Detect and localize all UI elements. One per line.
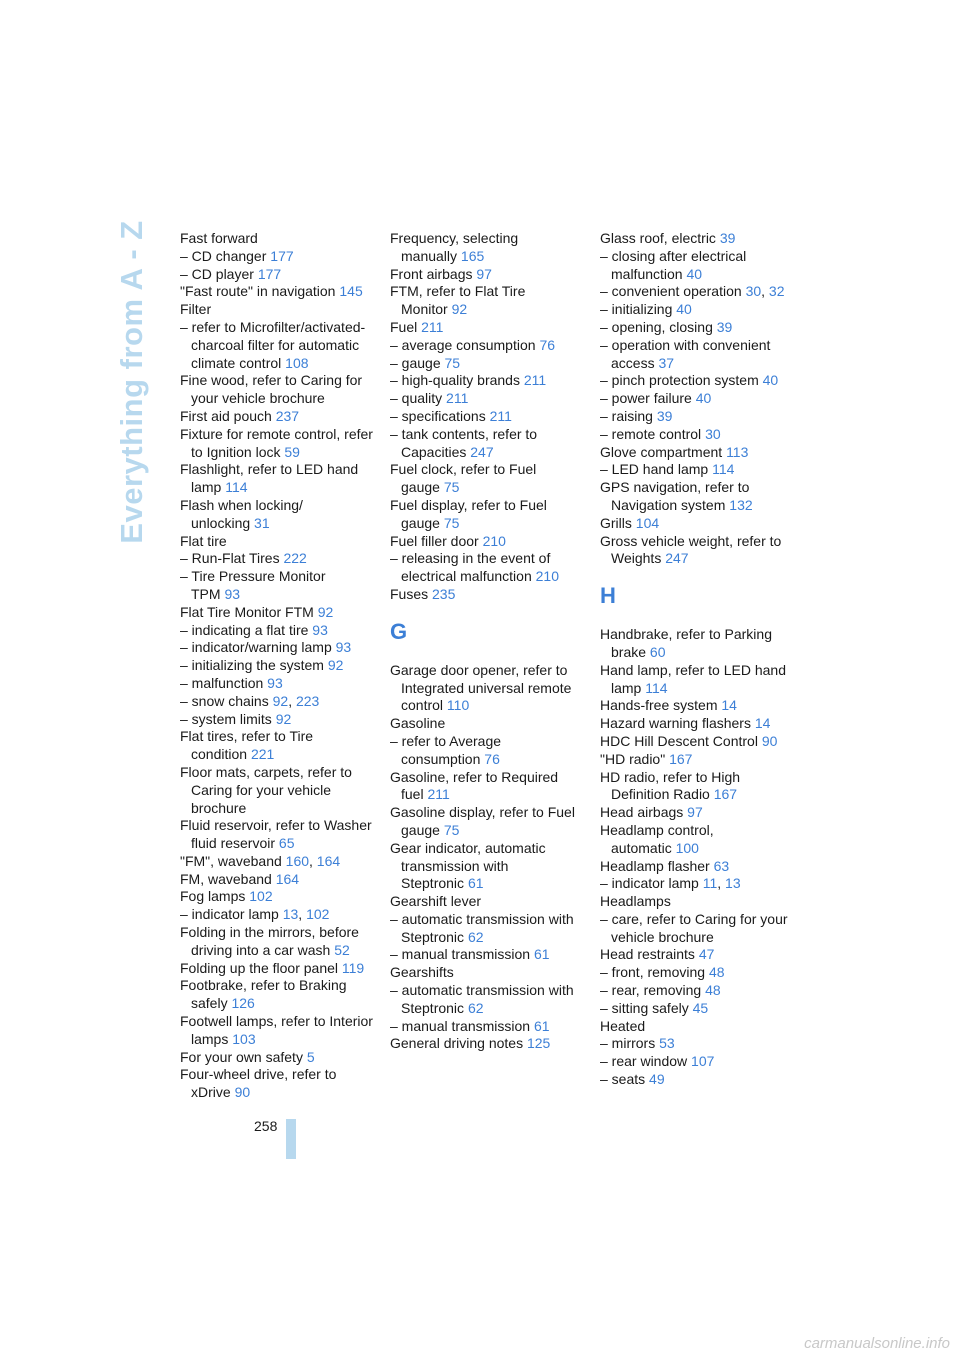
page-reference-link[interactable]: 53 <box>659 1035 675 1052</box>
index-entry <box>390 283 588 319</box>
page-reference-link[interactable]: 211 <box>446 390 469 407</box>
index-entry-text: Headlamps <box>600 893 671 910</box>
index-entry-text: Hands-free system <box>600 697 718 714</box>
index-entry <box>390 372 588 390</box>
page-reference-link[interactable]: 119 <box>341 959 365 976</box>
index-entry-text: "HD radio" <box>600 750 666 767</box>
index-entry-text: HDC Hill Descent Control <box>600 732 758 749</box>
index-entry-text: – Run-Flat Tires <box>180 550 280 567</box>
index-entry-text: – refer to Average consumption <box>390 732 502 767</box>
index-entry-text: – manual transmission <box>390 1017 531 1034</box>
index-entry <box>390 911 588 947</box>
index-entry <box>390 982 588 1018</box>
page-reference-link[interactable]: 125 <box>526 1035 551 1052</box>
index-entry-text: Gasoline <box>390 715 446 732</box>
page-number: 258 <box>254 1118 278 1134</box>
index-entry <box>180 657 378 675</box>
page-reference-link[interactable]: 114 <box>225 479 248 496</box>
page-reference-link[interactable]: 100 <box>675 839 699 856</box>
index-entry-text: – sitting safely <box>600 999 689 1016</box>
page-reference-link[interactable]: 49 <box>649 1071 665 1088</box>
index-entry-text: Footbrake, refer to Braking safely <box>180 977 347 1012</box>
page-reference-link[interactable]: 59 <box>284 443 300 460</box>
index-entry <box>390 390 588 408</box>
page-reference-link[interactable]: 30 <box>705 425 721 442</box>
page-reference-link[interactable]: 167 <box>669 750 693 767</box>
index-entry-text: Head restraints <box>600 946 695 963</box>
index-entry-text: – system limits <box>180 710 272 727</box>
page-reference-link[interactable]: 48 <box>705 982 721 999</box>
page-reference-link[interactable]: 31 <box>254 514 270 531</box>
page-reference-link[interactable]: 47 <box>698 946 715 963</box>
index-entry <box>600 769 798 805</box>
index-entry <box>390 840 588 893</box>
page-reference-link[interactable]: 14 <box>721 697 737 714</box>
index-entry-text: Four-wheel drive, refer to xDrive <box>180 1066 337 1101</box>
index-entry <box>600 804 798 822</box>
page-reference-link[interactable]: 145 <box>339 283 363 300</box>
index-entry <box>600 715 798 733</box>
index-entry <box>390 533 588 551</box>
index-entry <box>390 266 588 284</box>
index-entry-text: Headlamp flasher <box>600 857 710 874</box>
index-entry-text: – power failure <box>600 390 692 407</box>
index-entry <box>600 626 798 662</box>
index-entry-text: Fast forward <box>180 230 258 246</box>
index-entry-text: – indicator lamp <box>180 906 279 923</box>
index-entry-text: General driving notes <box>390 1035 524 1052</box>
index-entry <box>600 964 798 982</box>
index-entry <box>180 871 378 889</box>
index-entry-text: Fog lamps <box>180 888 246 905</box>
page-reference-link[interactable]: 92 <box>327 657 344 674</box>
index-entry <box>600 515 798 533</box>
index-entry-text: – operation with convenient access <box>600 336 771 371</box>
index-entry <box>390 550 588 586</box>
index-entry <box>600 911 798 947</box>
index-column-1 <box>180 230 378 1102</box>
page-reference-link[interactable]: 13 <box>725 875 741 892</box>
page-reference-link[interactable]: 211 <box>523 372 547 389</box>
page-reference-link[interactable]: 37 <box>658 354 675 371</box>
page-reference-link[interactable]: 247 <box>665 550 689 567</box>
index-entry <box>600 662 798 698</box>
index-entry <box>390 319 588 337</box>
index-entry-text: – LED hand lamp <box>600 461 709 478</box>
index-entry <box>600 372 798 390</box>
page-reference-link[interactable]: 93 <box>335 639 352 656</box>
index-entry <box>180 817 378 853</box>
page-reference-link[interactable]: 92 <box>272 692 289 709</box>
index-entry-text: Flashlight, refer to LED hand lamp <box>180 461 359 496</box>
index-entry <box>180 622 378 640</box>
page-reference-link[interactable]: 114 <box>645 679 668 696</box>
index-entry-text: Hazard warning flashers <box>600 715 751 732</box>
index-entry-text: Head airbags <box>600 804 684 821</box>
index-entry <box>390 662 588 715</box>
index-entry <box>600 248 798 284</box>
index-entry-text: Handbrake, refer to Parking brake <box>600 626 772 660</box>
page-reference-link[interactable]: 167 <box>713 786 738 803</box>
index-entry-text: FM, waveband <box>180 870 272 887</box>
page-reference-link[interactable]: 76 <box>539 336 556 353</box>
index-entry <box>600 1000 798 1018</box>
watermark: carmanualsonline.info <box>804 1335 950 1352</box>
index-entry <box>600 408 798 426</box>
index-entry-text: – CD changer <box>180 247 267 264</box>
index-entry-text: – rear window <box>600 1053 688 1070</box>
index-entry: – indicator lamp 13, 102 <box>180 906 330 923</box>
index-entry <box>600 893 798 911</box>
index-entry: – convenient operation 30, 32 <box>600 283 785 300</box>
index-entry-text: Folding in the mirrors, before driving into a car wash <box>180 924 359 958</box>
page-reference-link[interactable]: 126 <box>231 995 255 1012</box>
index-entry-text: – automatic transmission with Steptronic <box>390 910 574 945</box>
page-reference-link[interactable]: 75 <box>443 479 460 496</box>
page-reference-link[interactable]: 76 <box>484 750 500 767</box>
index-entry-text: Fluid reservoir, refer to Washer fluid reservoir <box>180 817 372 852</box>
index-entry <box>180 248 378 266</box>
page-reference-link[interactable]: 40 <box>686 265 703 282</box>
index-entry-text: Front airbags <box>390 265 473 282</box>
index-entry-text: – quality <box>390 390 443 407</box>
index-entry <box>600 337 798 373</box>
index-entry <box>180 301 378 319</box>
index-entry-text: – rear, removing <box>600 982 702 999</box>
side-title <box>114 220 149 544</box>
index-entry <box>390 964 588 982</box>
page-reference-link[interactable]: 223 <box>295 692 320 709</box>
index-entry-text: – CD player <box>180 265 254 282</box>
index-entry-text: "Fast route" in navigation <box>180 283 336 300</box>
index-entry-text: – indicator/warning lamp <box>180 639 332 656</box>
index-entry <box>600 533 798 569</box>
index-entry <box>600 733 798 751</box>
index-entry-text: Floor mats, carpets, refer to Caring for your vehicle brochure <box>180 763 352 816</box>
index-entry-text: Folding up the floor panel <box>180 959 338 976</box>
index-entry <box>180 497 378 533</box>
index-entry-text: Fuel display, refer to Fuel gauge <box>390 496 547 531</box>
page-reference-link[interactable]: 113 <box>726 443 749 460</box>
index-entry-text: Gearshift lever <box>390 893 482 910</box>
index-entry <box>600 301 798 319</box>
index-entry-text: Fixture for remote control, refer to Ignition lock <box>180 425 373 460</box>
page-reference-link[interactable]: 211 <box>489 407 512 424</box>
index-entry-text: – specifications <box>390 407 486 424</box>
index-entry-text: – releasing in the event of electrical malfunction <box>390 550 551 585</box>
index-entry-text: GPS navigation, refer to Navigation system <box>600 479 750 513</box>
index-entry <box>180 675 378 693</box>
index-entry <box>180 408 378 426</box>
index-entry <box>600 426 798 444</box>
page-reference-link[interactable]: 5 <box>306 1048 315 1065</box>
index-entry: – indicator lamp 11, 13 <box>600 875 741 892</box>
page-reference-link[interactable]: 40 <box>695 390 712 407</box>
index-entry <box>180 728 378 764</box>
index-column-2 <box>390 230 588 1053</box>
section-letter-h: H <box>600 583 616 609</box>
index-entry <box>180 283 378 301</box>
page-reference-link[interactable]: 177 <box>257 265 282 282</box>
page-reference-link[interactable]: 102 <box>249 888 273 905</box>
index-entry-text: – opening, closing <box>600 318 713 335</box>
page-reference-link[interactable]: 45 <box>692 999 709 1016</box>
index-entry-text: Flat Tire Monitor FTM <box>180 603 314 620</box>
index-entry-text: – pinch protection system <box>600 372 759 389</box>
page-reference-link[interactable]: 61 <box>533 946 550 963</box>
index-entry <box>390 715 588 733</box>
index-entry <box>600 444 798 462</box>
index-entry <box>600 1071 798 1089</box>
page-reference-link[interactable]: 164 <box>275 870 300 887</box>
page-reference-link[interactable]: 132 <box>729 496 753 513</box>
page-reference-link[interactable]: 237 <box>275 407 300 424</box>
index-entry <box>180 266 378 284</box>
index-entry <box>180 977 378 1013</box>
page-reference-link[interactable]: 160 <box>285 852 310 869</box>
index-entry-text: Flat tires, refer to Tire condition <box>180 728 314 763</box>
index-entry-text: Filter <box>180 301 212 318</box>
index-entry-text: – raising <box>600 407 653 424</box>
index-entry-text: – seats <box>600 1071 646 1088</box>
index-entry <box>390 1018 588 1036</box>
index-entry-text: – convenient operation <box>600 283 742 300</box>
page-reference-link[interactable]: 75 <box>443 821 460 838</box>
page-reference-link[interactable]: 107 <box>691 1053 715 1070</box>
index-entry-text: – automatic transmission with Steptronic <box>390 982 574 1016</box>
index-entry-text: Frequency, selecting manually <box>390 230 519 264</box>
page-reference-link[interactable]: 110 <box>446 697 470 714</box>
page-reference-link[interactable]: 90 <box>234 1084 251 1101</box>
page-reference-link[interactable]: 222 <box>283 550 307 567</box>
index-entry-text: Gearshifts <box>390 964 454 981</box>
index-entry <box>390 946 588 964</box>
index-entry <box>390 733 588 769</box>
index-entry <box>180 372 378 408</box>
index-entry <box>180 1049 378 1067</box>
index-entry <box>600 858 798 876</box>
index-entry <box>390 230 588 266</box>
index-entry-text: Footwell lamps, refer to Interior lamps <box>180 1013 373 1047</box>
section-letter-g: G <box>390 618 408 644</box>
page-reference-link[interactable]: 93 <box>312 621 328 638</box>
page-reference-link[interactable]: 114 <box>712 461 735 478</box>
page-reference-link[interactable]: 75 <box>444 354 461 371</box>
index-entry-text: – initializing <box>600 301 673 318</box>
index-entry-text: – remote control <box>600 425 702 442</box>
index-entry-text: Gross vehicle weight, refer to Weights <box>600 532 782 567</box>
index-entry <box>390 497 588 533</box>
index-entry-text: Flash when locking/ unlocking <box>180 496 303 531</box>
index-entry <box>390 426 588 462</box>
index-entry <box>180 888 378 906</box>
index-entry-text: – closing after electrical malfunction <box>600 247 747 282</box>
index-entry-text: Fuel filler door <box>390 532 479 549</box>
page-reference-link[interactable]: 165 <box>460 247 485 264</box>
page-reference-link[interactable]: 177 <box>270 247 294 264</box>
index-entry: – snow chains 92, 223 <box>180 692 320 709</box>
index-entry <box>390 769 588 805</box>
index-entry-text: – high-quality brands <box>390 372 520 389</box>
index-entry-text: – manual transmission <box>390 946 531 963</box>
page-reference-link[interactable]: 11 <box>702 875 718 892</box>
index-entry <box>600 1053 798 1071</box>
index-entry-text: Fuel <box>390 318 418 335</box>
page-reference-link[interactable]: 48 <box>708 964 725 981</box>
page-reference-link[interactable]: 102 <box>306 906 330 923</box>
page-reference-link[interactable]: 210 <box>535 568 559 585</box>
index-entry <box>600 1018 798 1036</box>
page-number-bar <box>286 1119 296 1159</box>
index-entry <box>600 230 798 248</box>
index-entry <box>390 408 588 426</box>
side-title-text: Everything from A - Z <box>114 220 149 544</box>
page-reference-link[interactable]: 32 <box>768 283 785 300</box>
index-entry-text: "FM", waveband <box>180 852 282 869</box>
index-entry <box>390 461 588 497</box>
page-reference-link[interactable]: 61 <box>533 1017 550 1034</box>
page-reference-link[interactable]: 62 <box>467 999 484 1016</box>
index-entry <box>180 1066 378 1102</box>
index-entry <box>180 533 378 551</box>
page-reference-link[interactable]: 97 <box>687 804 703 821</box>
index-entry <box>180 550 378 568</box>
index-entry <box>180 426 378 462</box>
index-entry <box>600 822 798 858</box>
index-entry: "FM", waveband 160, 164 <box>180 852 341 869</box>
page-reference-link[interactable]: 210 <box>482 532 506 549</box>
page-reference-link[interactable]: 14 <box>754 715 771 732</box>
index-entry-text: – tank contents, refer to Capacities <box>390 425 538 460</box>
index-entry-text: Glass roof, electric <box>600 230 716 246</box>
index-entry <box>600 461 798 479</box>
index-entry-text: – care, refer to Caring for your vehicle brochure <box>600 910 788 945</box>
page-reference-link[interactable]: 97 <box>476 265 492 282</box>
index-entry-text: – snow chains <box>180 692 269 709</box>
index-entry <box>600 479 798 515</box>
index-entry <box>180 1013 378 1049</box>
index-entry <box>390 337 588 355</box>
index-entry <box>600 390 798 408</box>
page-reference-link[interactable]: 63 <box>713 857 730 874</box>
index-entry-text: – indicating a flat tire <box>180 621 309 638</box>
page-reference-link[interactable]: 103 <box>232 1030 256 1047</box>
index-entry-text: Fuel clock, refer to Fuel gauge <box>390 461 537 496</box>
page-reference-link[interactable]: 40 <box>676 301 692 318</box>
index-entry-text: Hand lamp, refer to LED hand lamp <box>600 661 786 696</box>
page-reference-link[interactable]: 65 <box>278 835 295 852</box>
page-reference-link[interactable]: 61 <box>467 875 484 892</box>
index-entry <box>180 319 378 372</box>
index-entry <box>600 1035 798 1053</box>
index-entry-text: – mirrors <box>600 1035 656 1052</box>
page-reference-link[interactable]: 30 <box>745 283 762 300</box>
index-entry <box>180 604 378 622</box>
index-entry <box>600 697 798 715</box>
page-reference-link[interactable]: 75 <box>443 514 460 531</box>
index-entry-text: Fine wood, refer to Caring for your vehicle brochure <box>180 372 363 407</box>
index-entry-text: Gear indicator, automatic transmission with Steptronic <box>390 839 546 892</box>
index-entry <box>600 319 798 337</box>
index-entry-text: Gasoline, refer to Required fuel <box>390 768 559 803</box>
index-entry-text: First aid pouch <box>180 407 272 424</box>
index-entry <box>180 461 378 497</box>
index-entry <box>600 982 798 1000</box>
page-reference-link[interactable]: 92 <box>275 710 292 727</box>
page-reference-link[interactable]: 235 <box>432 585 456 602</box>
index-entry-text: Garage door opener, refer to Integrated universal remote control <box>390 661 572 714</box>
index-entry-text: – Tire Pressure Monitor TPM <box>180 568 326 602</box>
index-entry <box>390 1035 588 1053</box>
page-reference-link[interactable]: 247 <box>470 443 494 460</box>
index-entry-text: – average consumption <box>390 336 536 353</box>
index-entry <box>390 586 588 604</box>
index-entry <box>180 230 378 248</box>
index-entry-text: HD radio, refer to High Definition Radio <box>600 768 741 803</box>
page-reference-link[interactable]: 93 <box>267 674 283 691</box>
index-entry <box>180 960 378 978</box>
index-entry-text: Glove compartment <box>600 443 723 460</box>
page-reference-link[interactable]: 60 <box>649 643 666 660</box>
index-entry-text: – refer to Microfilter/activated-charcoal filter for automatic climate control <box>180 318 366 371</box>
index-entry-text: Heated <box>600 1017 646 1034</box>
index-entry <box>180 764 378 817</box>
index-entry-text: Flat tire <box>180 532 227 549</box>
index-entry-text: Grills <box>600 514 632 531</box>
index-entry-text: – gauge <box>390 354 441 371</box>
page-reference-link[interactable]: 211 <box>427 786 450 803</box>
page-reference-link[interactable]: 90 <box>761 732 778 749</box>
page-reference-link[interactable]: 92 <box>451 301 468 318</box>
index-entry-text: Headlamp control, automatic <box>600 821 714 856</box>
index-entry-text: – initializing the system <box>180 657 324 674</box>
index-entry-text: – front, removing <box>600 964 706 981</box>
page-reference-link[interactable]: 39 <box>719 230 736 246</box>
index-entry-text: Fuses <box>390 585 429 602</box>
index-entry <box>180 568 378 604</box>
page-reference-link[interactable]: 104 <box>635 514 660 531</box>
index-entry-text: Gasoline display, refer to Fuel gauge <box>390 804 575 838</box>
index-entry <box>180 924 378 960</box>
index-entry <box>390 893 588 911</box>
index-entry-text: For your own safety <box>180 1048 303 1065</box>
page-reference-link[interactable]: 164 <box>316 852 341 869</box>
page-reference-link[interactable]: 39 <box>656 407 673 424</box>
page-reference-link[interactable]: 92 <box>317 603 334 620</box>
page-reference-link[interactable]: 221 <box>250 746 275 763</box>
index-entry-text: – malfunction <box>180 674 264 691</box>
page-reference-link[interactable]: 93 <box>224 585 241 602</box>
index-entry <box>390 804 588 840</box>
page-reference-link[interactable]: 62 <box>467 928 484 945</box>
index-column-3 <box>600 230 798 1089</box>
page-reference-link[interactable]: 39 <box>716 318 733 335</box>
index-entry <box>600 751 798 769</box>
page-reference-link[interactable]: 52 <box>334 941 350 958</box>
index-entry <box>180 711 378 729</box>
page-reference-link[interactable]: 40 <box>762 372 779 389</box>
index-entry <box>390 355 588 373</box>
index-entry <box>600 946 798 964</box>
page-reference-link[interactable]: 13 <box>282 906 299 923</box>
page-reference-link[interactable]: 108 <box>285 354 309 371</box>
index-entry-text: FTM, refer to Flat Tire Monitor <box>390 283 526 318</box>
page-reference-link[interactable]: 211 <box>421 318 444 335</box>
index-entry-text: – indicator lamp <box>600 875 699 892</box>
index-entry <box>180 639 378 657</box>
